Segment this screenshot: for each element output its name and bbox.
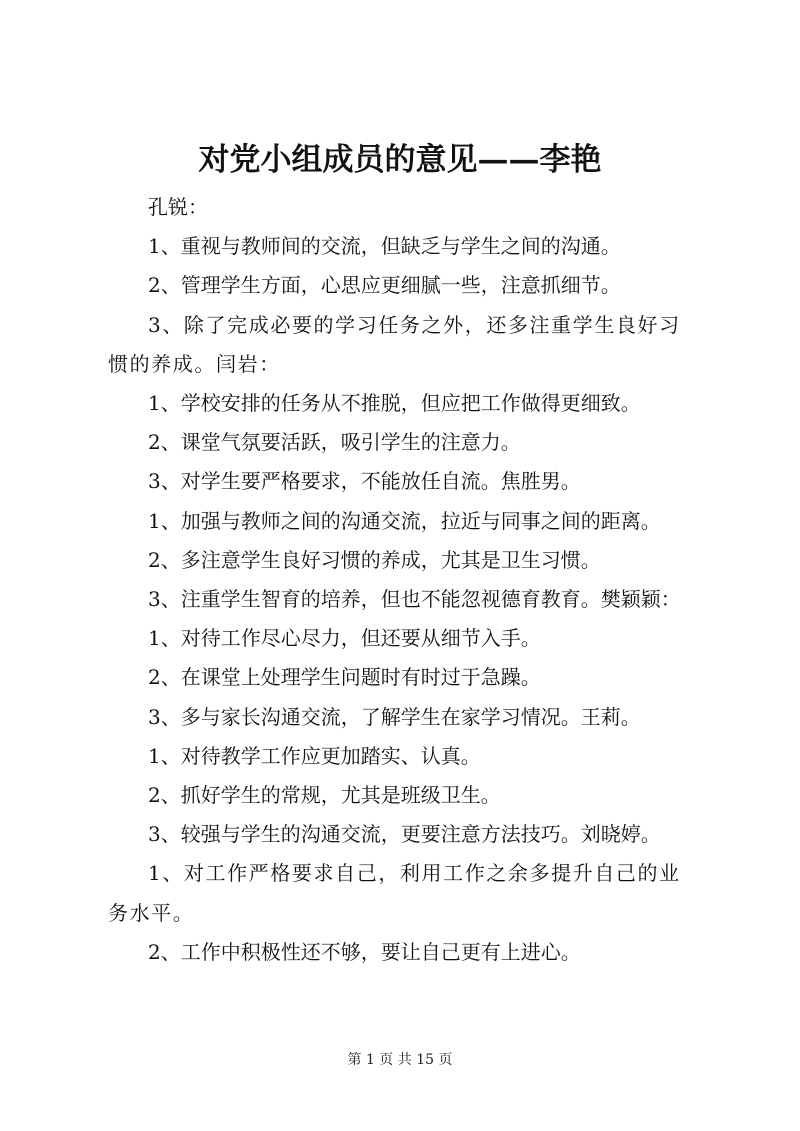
- paragraph: 1、加强与教师之间的沟通交流，拉近与同事之间的距离。: [148, 508, 661, 533]
- paragraph: 1、对待教学工作应更加踏实、认真。: [148, 743, 481, 768]
- paragraph: 1、对待工作尽心尽力，但还要从细节入手。: [148, 626, 541, 651]
- paragraph: 1、对工作严格要求自己，利用工作之余多提升自己的业务水平。: [108, 861, 681, 925]
- document-body: [108, 188, 698, 972]
- paragraph: 2、抓好学生的常规，尤其是班级卫生。: [148, 783, 501, 808]
- document-title: 对党小组成员的意见——李艳: [198, 142, 602, 178]
- paragraph: 3、对学生要严格要求，不能放任自流。焦胜男。: [148, 469, 581, 494]
- paragraph: 2、在课堂上处理学生问题时有时过于急躁。: [148, 665, 541, 690]
- page-footer: 第 1 页 共 15 页: [347, 1052, 453, 1068]
- paragraph: 3、注重学生智育的培养，但也不能忽视德育教育。樊颖颖：: [148, 587, 681, 612]
- paragraph: 2、多注意学生良好习惯的养成，尤其是卫生习惯。: [148, 547, 601, 572]
- paragraph: 2、管理学生方面，心思应更细腻一些，注意抓细节。: [148, 273, 621, 298]
- paragraph: 1、重视与教师间的交流，但缺乏与学生之间的沟通。: [148, 234, 621, 259]
- paragraph: 3、除了完成必要的学习任务之外，还多注重学生良好习惯的养成。闫岩：: [108, 312, 681, 376]
- paragraph: 3、多与家长沟通交流，了解学生在家学习情况。王莉。: [148, 704, 641, 729]
- paragraph: 孔锐：: [148, 195, 208, 219]
- paragraph: 1、学校安排的任务从不推脱，但应把工作做得更细致。: [148, 391, 641, 416]
- paragraph: 2、工作中积极性还不够，要让自己更有上进心。: [148, 939, 581, 964]
- paragraph: 2、课堂气氛要活跃，吸引学生的注意力。: [148, 430, 521, 455]
- paragraph: 3、较强与学生的沟通交流，更要注意方法技巧。刘晓婷。: [148, 822, 661, 847]
